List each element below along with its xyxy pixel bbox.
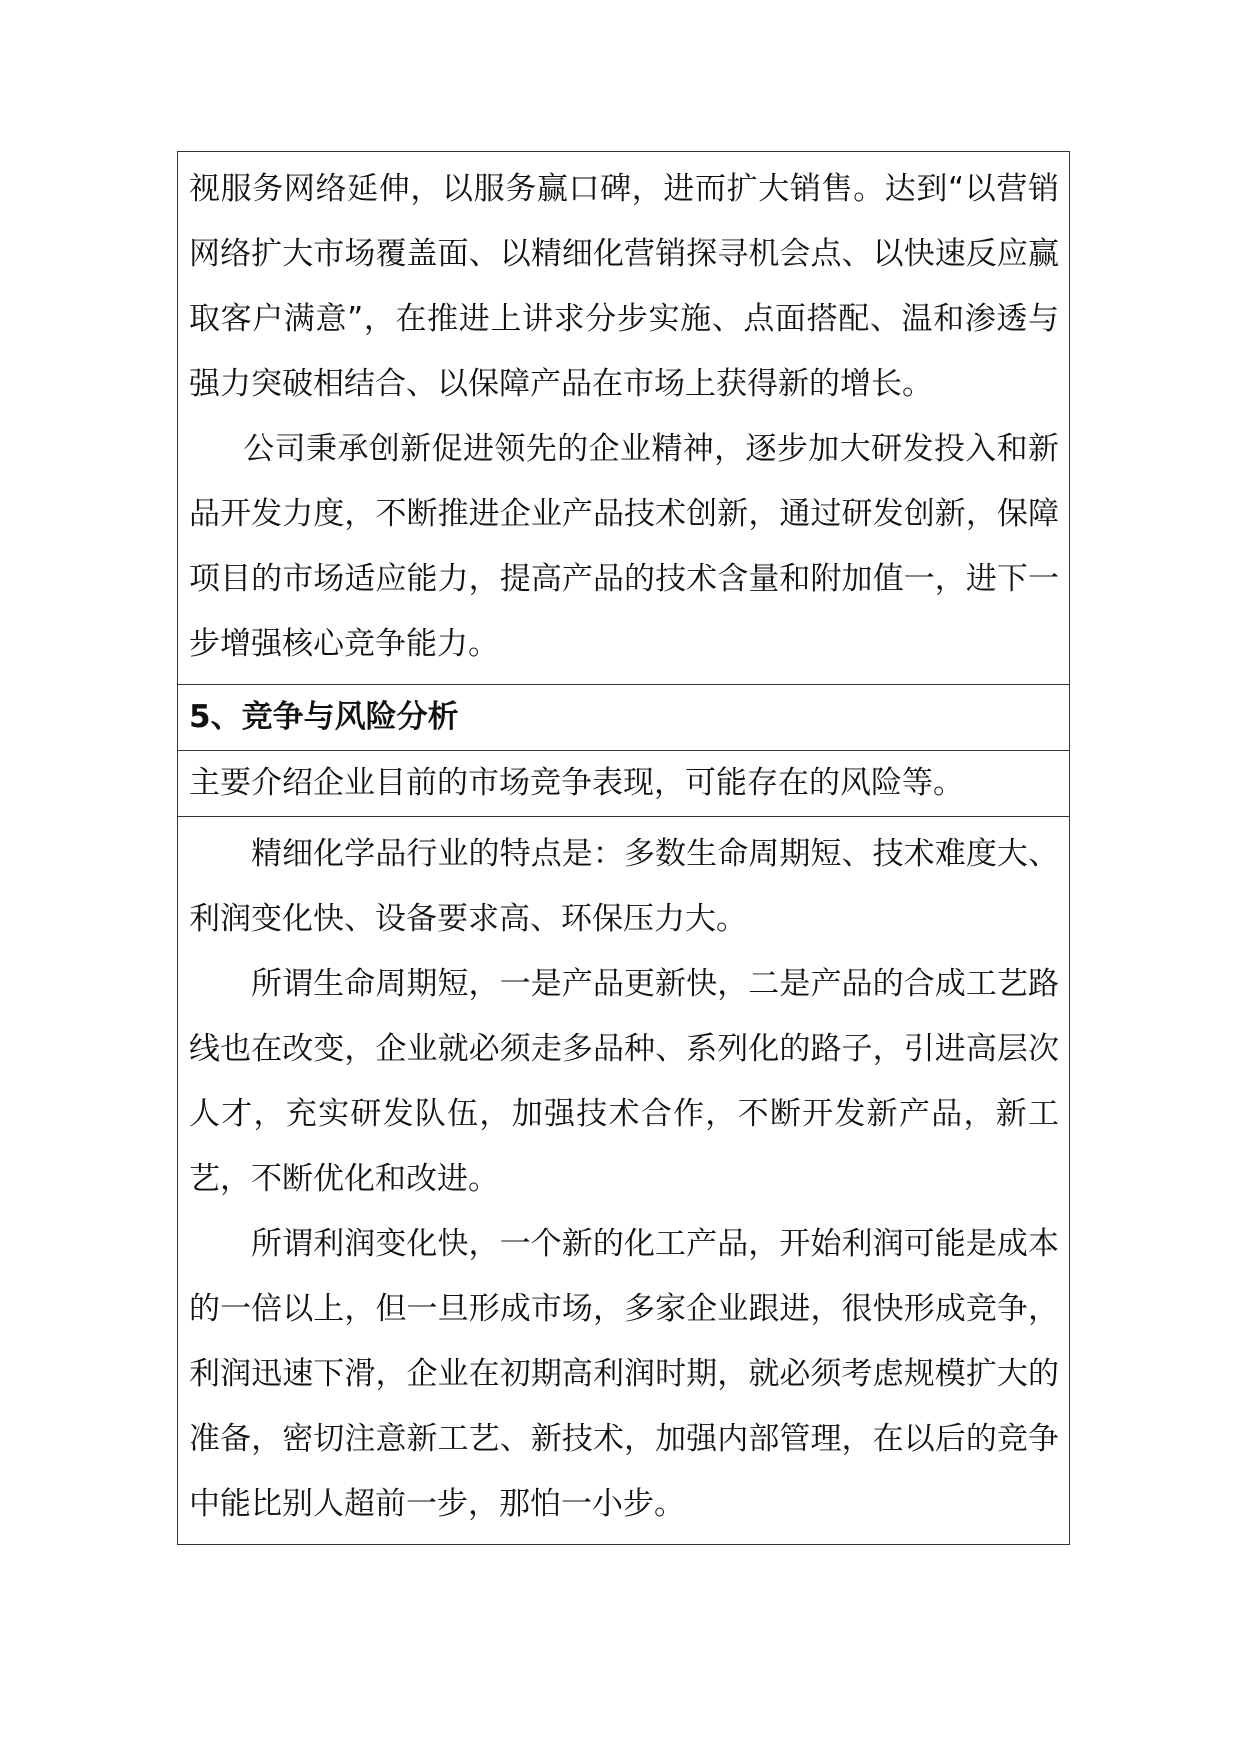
body-paragraph: 所谓利润变化快，一个新的化工产品，开始利润可能是成本的一倍以上，但一旦形成市场，多家企业跟进，很快形成竞争，利润迅速下滑，企业在初期高利润时期，就必须考虑规模扩大的准备，密切注意新工艺、新技术，加强内部管理，在以后的竞争中能比别人超前一步，那怕一小步。 — [189, 1226, 1059, 1522]
body-paragraph: 精细化学品行业的特点是：多数生命周期短、技术难度大、利润变化快、设备要求高、环保压力大。 — [189, 836, 1059, 937]
business-plan-table — [177, 151, 1070, 1545]
body-paragraph: 所谓生命周期短，一是产品更新快，二是产品的合成工艺路线也在改变，企业就必须走多品种、系列化的路子，引进高层次人才，充实研发队伍，加强技术合作，不断开发新产品，新工艺，不断优化和改进。 — [189, 966, 1059, 1197]
body-paragraph: 视服务网络延伸，以服务赢口碑，进而扩大销售。达到“以营销网络扩大市场覆盖面、以精细化营销探寻机会点、以快速反应赢取客户满意”，在推进上讲求分步实施、点面搭配、温和渗透与强力突破相结合、以保障产品在市场上获得新的增长。 — [189, 171, 1059, 402]
market-strategy-cell — [178, 152, 1070, 685]
risk-analysis-row — [178, 817, 1070, 1545]
market-strategy-row — [178, 152, 1070, 685]
section-heading: 5、竞争与风险分析 — [189, 699, 459, 735]
section-instruction: 主要介绍企业目前的市场竞争表现，可能存在的风险等。 — [189, 765, 964, 801]
risk-analysis-cell — [178, 817, 1070, 1545]
section-instruction-cell — [178, 751, 1070, 817]
section-heading-row — [178, 685, 1070, 751]
section-heading-cell — [178, 685, 1070, 751]
section-instruction-row — [178, 751, 1070, 817]
body-paragraph: 公司秉承创新促进领先的企业精神，逐步加大研发投入和新品开发力度，不断推进企业产品技术创新，通过研发创新，保障项目的市场适应能力，提高产品的技术含量和附加值一，进下一步增强核心竞争能力。 — [189, 431, 1059, 662]
